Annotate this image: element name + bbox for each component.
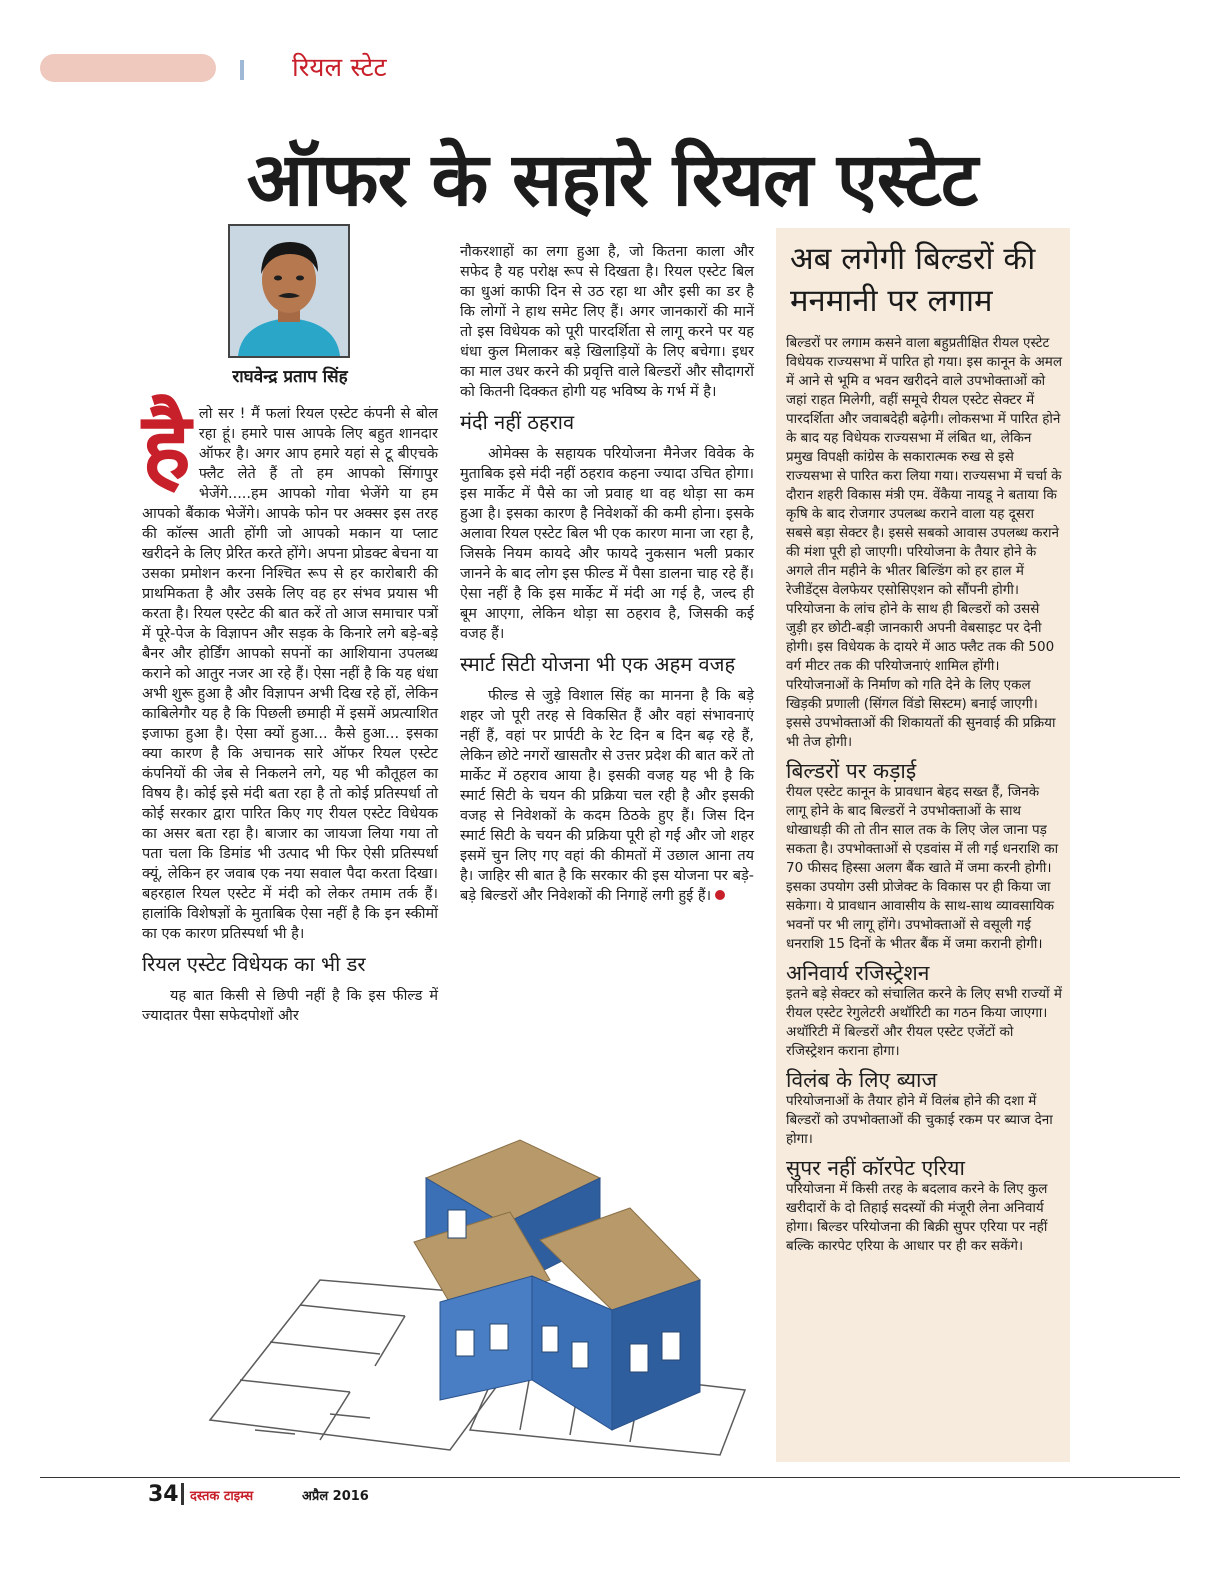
- article-column-2: [460, 242, 754, 906]
- paragraph-bill-fear: यह बात किसी से छिपी नहीं है कि इस फील्ड में ज्यादातर पैसा सफेदपोशों और: [142, 988, 438, 1024]
- subhead-stagnation: मंदी नहीं ठहराव: [460, 410, 575, 434]
- sidebar-heading-registration: अनिवार्य रजिस्ट्रेशन: [786, 961, 930, 985]
- headline: ऑफर के सहारे रियल एस्टेट: [246, 137, 978, 223]
- author-photo: [228, 224, 350, 358]
- magazine-logo: दस्तक टाइम्स: [190, 1489, 254, 1504]
- footer-rule: [40, 1477, 1180, 1478]
- author-portrait-icon: [230, 226, 348, 356]
- author-name: राघवेन्द्र प्रताप सिंह: [232, 367, 348, 387]
- subhead-smart-city: स्मार्ट सिटी योजना भी एक अहम वजह: [460, 652, 736, 676]
- article-column-1: [142, 393, 438, 1026]
- sidebar-text-interest: परियोजनाओं के तैयार होने में विलंब होने की दशा में बिल्डरों को उपभोक्ताओं की चुकाई रकम पर ब्याज देना होगा।: [786, 1093, 1053, 1147]
- article-intro: लो सर ! मैं फलां रियल एस्टेट कंपनी से बोल रहा हूं। हमारे पास आपके लिए बहुत शानदार ऑफर है। अगर आप हमारे यहां से टू बीएचके फ्लैट लेते हैं तो हम आपको सिंगापुर भेजेंगे.....हम आपको गोवा भेजेंगे या हम आपको बैंकाक भेजेंगे। आपके फोन पर अक्सर इस तरह की कॉल्स आती होंगी जो आपको मकान या प्लाट खरीदने के लिए प्रेरित करते होंगे। अपना प्रोडक्ट बेचना या उसका प्रमोशन करना निश्चित रूप से हर कारोबारी की प्राथमिकता है और उसके लिए वह हर संभव प्रयास भी करता है। रियल एस्टेट की बात करें तो आज समाचार पत्रों में पूरे-पेज के विज्ञापन और सड़क के किनारे लगे बड़े-बड़े बैनर और होर्डिंग आपको सपनों का आशियाना उपलब्ध कराने को आतुर नजर आ रहे हैं। ऐसा नहीं है कि यह धंधा अभी शुरू हुआ है और विज्ञापन अभी दिख रहे हों, लेकिन काबिलेगौर यह है कि पिछली छमाही में इसमें अप्रत्याशित इजाफा हुआ है। ऐसा क्यों हुआ... कैसे हुआ... इसका क्या कारण है कि अचानक सारे ऑफर रियल एस्टेट कंपनियों की जेब से निकलने लगे, यह भी कौतूहल का विषय है। कोई इसे मंदी बता रहा है तो कोई प्रतिस्पर्धा तो कोई सरकार द्वारा पारित किए गए रीयल एस्टेट विधेयक का असर बता रहा है। बाजार का जायजा लिया गया तो पता चला कि डिमांड भी उत्पाद भी फिर ऐसी प्रतिस्पर्धा क्यूं, लेकिन हर जवाब एक नया सवाल पैदा करता दिखा। बहरहाल रियल एस्टेट में मंदी को लेकर तमाम तर्क हैं। हालांकि विशेषज्ञों के मुताबिक ऐसा नहीं है कि इन स्कीमों का एक कारण प्रतिस्पर्धा भी है।: [142, 406, 438, 942]
- paragraph-smart-city-text: फील्ड से जुड़े विशाल सिंह का मानना है कि बड़े शहर जो पूरी तरह से विकसित हैं और वहां संभावनाएं नहीं हैं, वहां पर प्रार्पटी के रेट दिन ब दिन बढ़ रहे हैं, लेकिन छोटे नगरों खासतौर से उत्तर प्रदेश की बात करें तो मार्केट में ठहराव आया है। इसकी वजह यह भी है कि स्मार्ट सिटी के चयन की प्रक्रिया चल रही है और इसकी वजह से निवेशकों के कदम ठिठके हुए हैं। जिस दिन स्मार्ट सिटी के चयन की प्रक्रिया पूरी हो गई और जो शहर इसमें चुन लिए गए वहां की कीमतों में उछाल आना तय है। जाहिर सी बात है कि सरकार की इस योजना पर बड़े-बड़े बिल्डरों और निवेशकों की निगाहें लगी हुई हैं।: [460, 688, 754, 904]
- paragraph-bill-fear-cont: नौकरशाहों का लगा हुआ है, जो कितना काला और सफेद है यह परोक्ष रूप से दिखता है। रियल एस्टेट बिल का धुआं काफी दिन से उठ रहा था और इसी का डर है कि लोगों ने हाथ समेट लिए हैं। अगर जानकारों की मानें तो इस विधेयक को पूरी पारदर्शिता से लागू करने पर यह धंधा कुल मिलाकर बड़े खिलाड़ियों के लिए बचेगा। इधर का माल उधर करने की प्रवृत्ति वाले बिल्डरों और सौदागरों को कितनी दिक्कत होगी यह भविष्य के गर्भ में है।: [460, 244, 754, 400]
- footer-divider: [181, 1483, 184, 1505]
- sidebar-text-registration: इतने बड़े सेक्टर को संचालित करने के लिए सभी राज्यों में रीयल एस्टेट रेगुलेटरी अथॉरिटी का गठन किया जाएगा। अथॉरिटी में बिल्डरों और रीयल एस्टेट एजेंटों को रजिस्ट्रेशन कराना होगा।: [786, 986, 1062, 1059]
- subhead-bill-fear: रियल एस्टेट विधेयक का भी डर: [142, 952, 366, 976]
- sidebar-heading-strictness: बिल्डरों पर कड़ाई: [786, 759, 917, 783]
- issue-date: अप्रैल 2016: [302, 1489, 369, 1504]
- house-illustration: [200, 1130, 760, 1460]
- section-divider: [240, 60, 244, 80]
- end-mark-icon: [715, 890, 725, 900]
- paragraph-stagnation: ओमेक्स के सहायक परियोजना मैनेजर विवेक के मुताबिक इसे मंदी नहीं ठहराव कहना ज्यादा उचित होगा। इस मार्केट में पैसे का जो प्रवाह था वह थोड़ा सा कम हुआ है। इसका कारण है निवेशकों की कमी होना। इसके अलावा रियल एस्टेट बिल भी एक कारण माना जा रहा है, जिसके नियम कायदे और फायदे नुकसान भली प्रकार जानने के बाद लोग इस फील्ड में पैसा डालना चाह रहे हैं। ऐसा नहीं है कि इस मार्केट में मंदी आ गई है, जल्द ही बूम आएगा, लेकिन थोड़ा सा ठहराव है, जिसकी कई वजह हैं।: [460, 446, 754, 642]
- sidebar-body: [786, 334, 1062, 1256]
- section-pill: [40, 54, 216, 82]
- house-on-blueprint-icon: [200, 1130, 760, 1460]
- sidebar-text-carpet-area: परियोजना में किसी तरह के बदलाव करने के लिए कुल खरीदारों के दो तिहाई सदस्यों की मंजूरी लेना अनिवार्य होगा। बिल्डर परियोजना की बिक्री सुपर एरिया पर नहीं बल्कि कारपेट एरिया के आधार पर ही कर सकेंगे।: [786, 1181, 1048, 1254]
- paragraph-smart-city: [460, 686, 754, 906]
- sidebar-heading-carpet-area: सुपर नहीं कॉरपेट एरिया: [786, 1156, 965, 1180]
- sidebar-intro: बिल्डरों पर लगाम कसने वाला बहुप्रतीक्षित रीयल एस्टेट विधेयक राज्यसभा में पारित हो गया। इस कानून के अमल में आने से भूमि व भवन खरीदने वाले उपभोक्ताओं को जहां राहत मिलेगी, वहीं समूचे रीयल एस्टेट सेक्टर में पारदर्शिता और जवाबदेही बढ़ेगी। लोकसभा में पारित होने के बाद यह विधेयक राज्यसभा में लंबित था, लेकिन प्रमुख विपक्षी कांग्रेस के सकारात्मक रुख से इसे राज्यसभा से पारित करा लिया गया। राज्यसभा में चर्चा के दौरान शहरी विकास मंत्री एम. वेंकैया नायडू ने बताया कि कृषि के बाद रोजगार उपलब्ध कराने वाला यह दूसरा सबसे बड़ा सेक्टर है। इससे सबको आवास उपलब्ध कराने की मंशा पूरी हो जाएगी। परियोजना के तैयार होने के अगले तीन महीने के भीतर बिल्डिंग को हर हाल में रेजीडेंट्स वेलफेयर एसोसिएशन को सौंपनी होगी। परियोजना के लांच होने के साथ ही बिल्डरों को उससे जुड़ी हर छोटी-बड़ी जानकारी अपनी वेबसाइट पर देनी होगी। इस विधेयक के दायरे में आठ फ्लैट तक की 500 वर्ग मीटर तक की परियोजनाएं शामिल होंगी। परियोजनाओं के निर्माण को गति देने के लिए एकल खिड़की प्रणाली (सिंगल विंडो सिस्टम) बनाई जाएगी। इससे उपभोक्ताओं की शिकायतों की सुनवाई की प्रक्रिया भी तेज होगी।: [786, 335, 1062, 750]
- sidebar-heading-interest: विलंब के लिए ब्याज: [786, 1068, 938, 1092]
- section-label: रियल स्टेट: [292, 53, 387, 83]
- sidebar-text-strictness: रीयल एस्टेट कानून के प्रावधान बेहद सख्त हैं, जिनके लागू होने के बाद बिल्डरों ने उपभोक्ताओं के साथ धोखाधड़ी की तो तीन साल तक के लिए जेल जाना पड़ सकता है। उपभोक्ताओं से एडवांस में ली गई धनराशि का 70 फीसद हिस्सा अलग बैंक खाते में जमा करनी होगी। इसका उपयोग उसी प्रोजेक्ट के विकास पर ही किया जा सकेगा। ये प्रावधान आवासीय के साथ-साथ व्यावसायिक भवनों पर भी लागू होंगे। उपभोक्ताओं से वसूली गई धनराशि 15 दिनों के भीतर बैंक में जमा करानी होगी।: [786, 784, 1059, 952]
- page-number: 34: [148, 1482, 179, 1507]
- dropcap: है: [142, 393, 191, 500]
- sidebar-title: अब लगेगी बिल्डरों की मनमानी पर लगाम: [790, 241, 1036, 319]
